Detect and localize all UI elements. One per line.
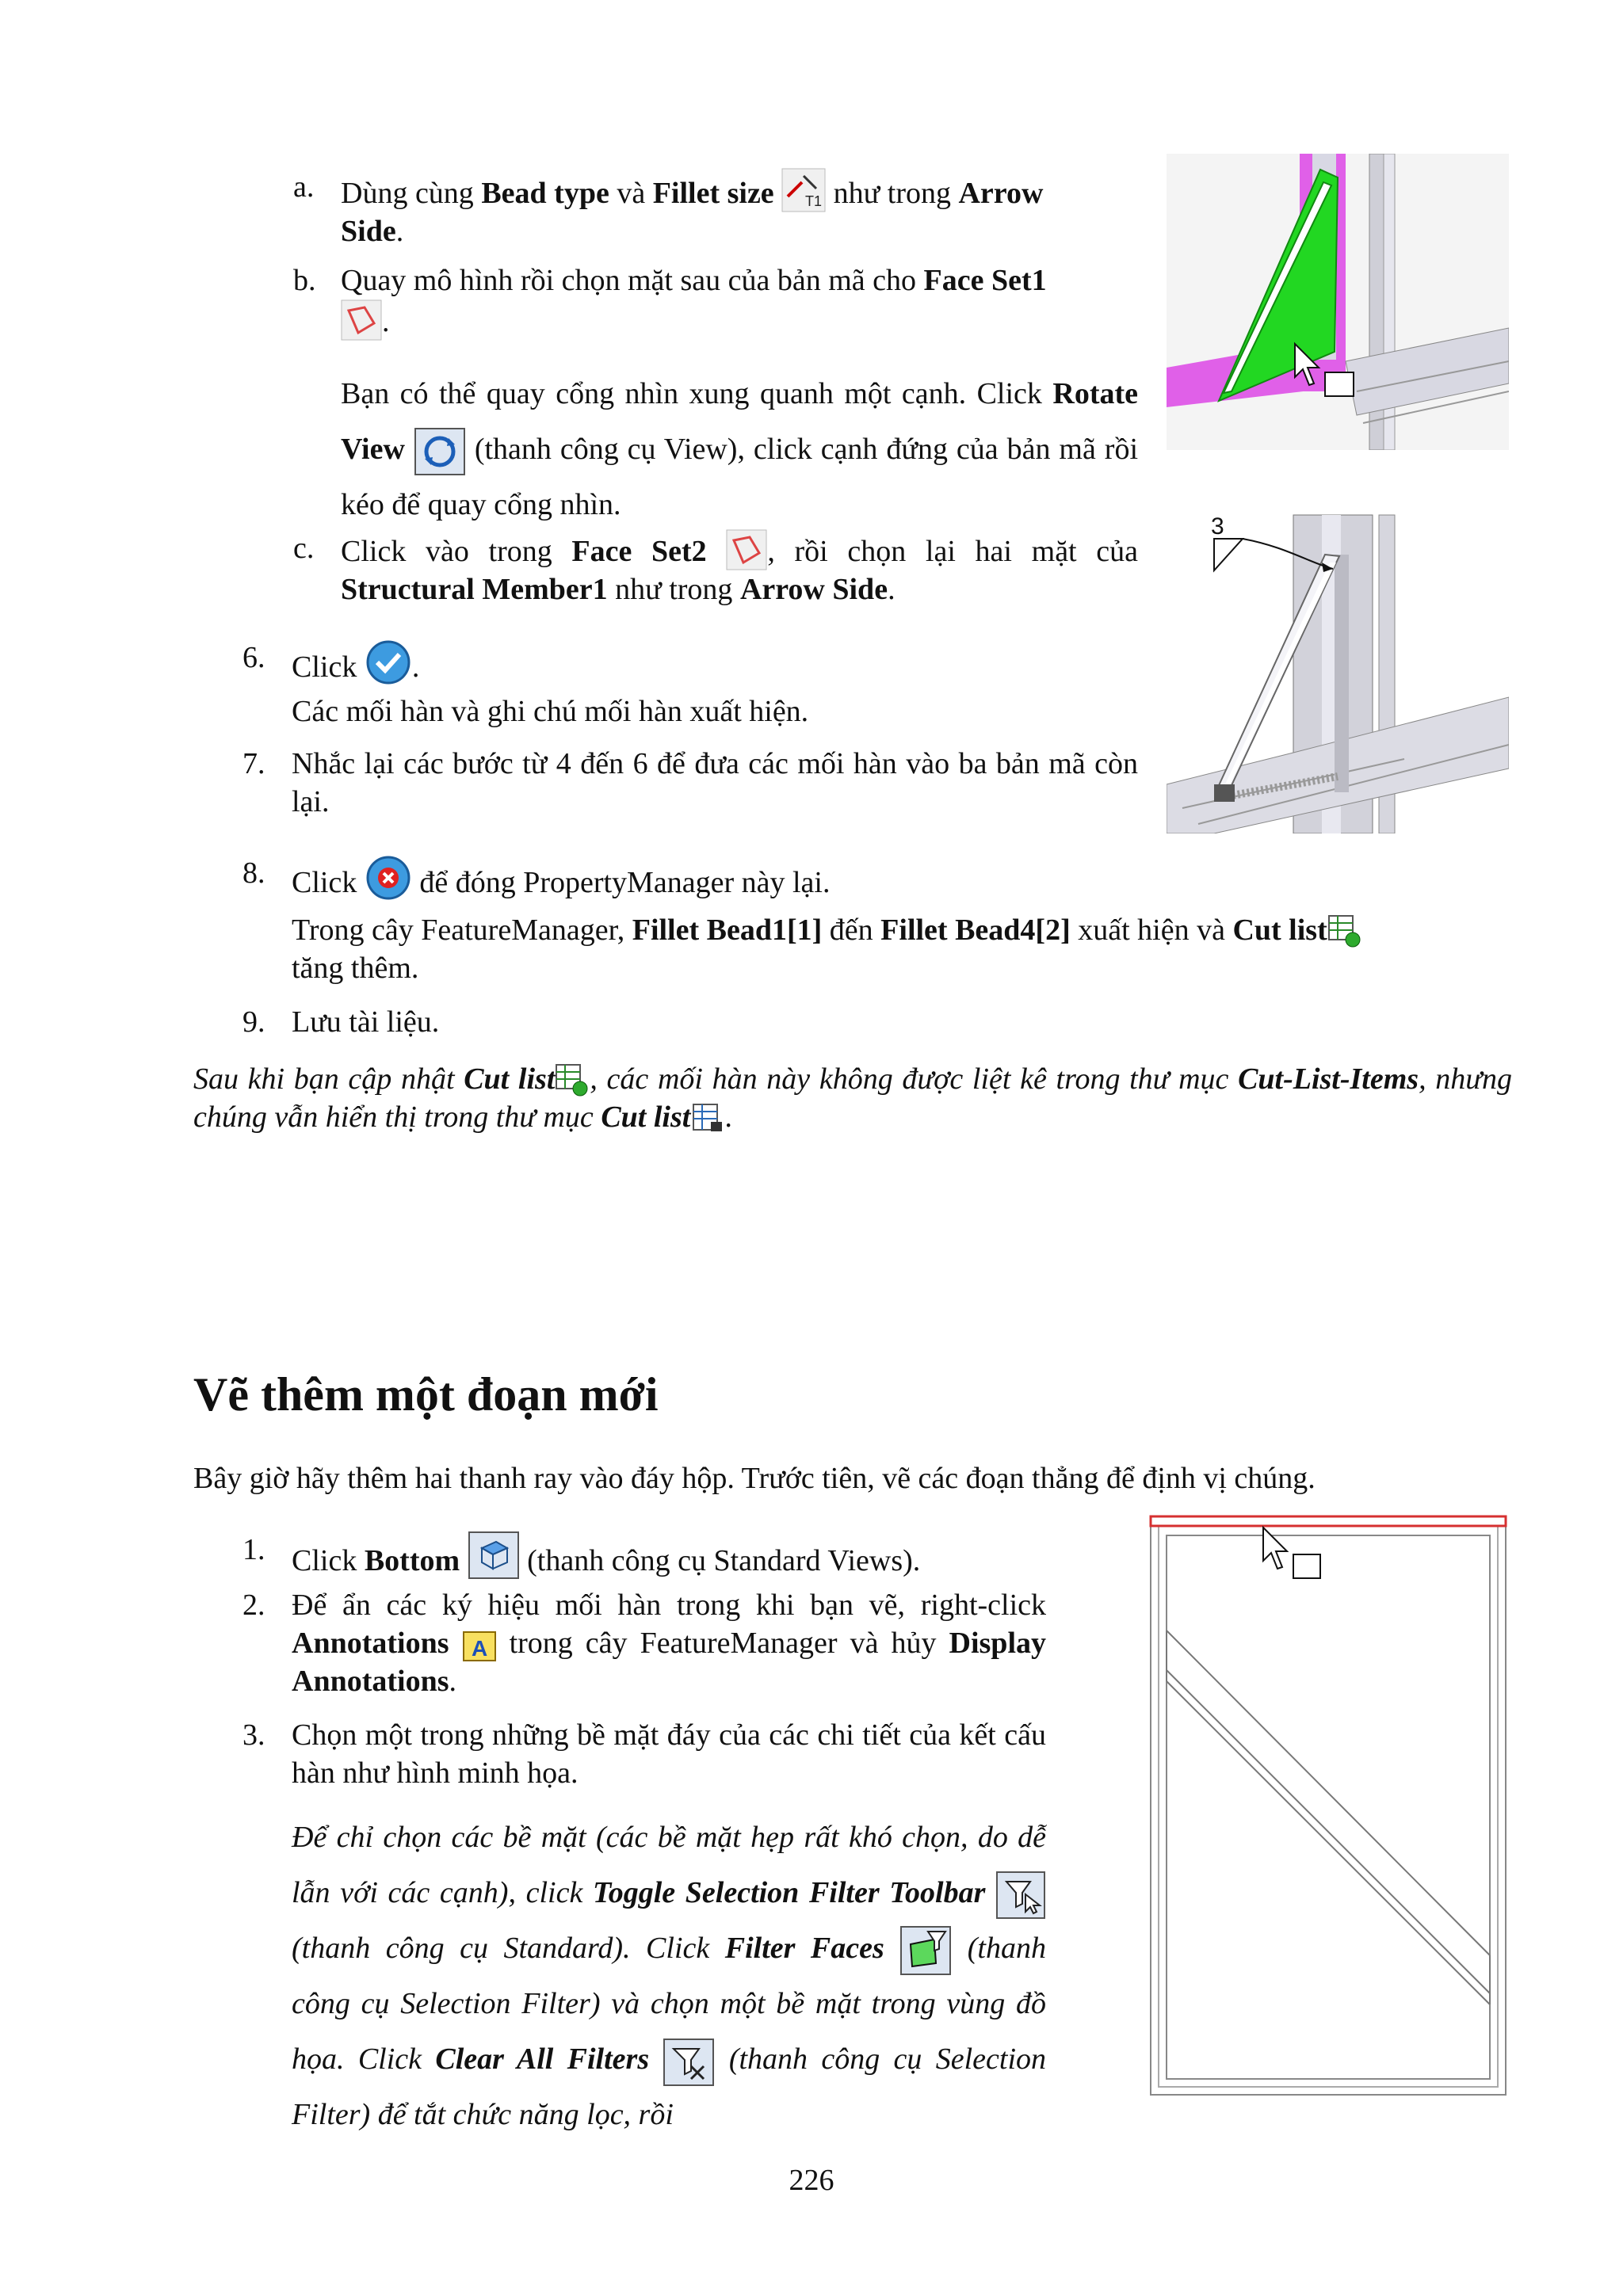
step-a-text: Dùng cùng Bead type và Fillet size T1 như trong Arrow Side. [341, 168, 1138, 250]
bottom-view-icon [468, 1531, 520, 1580]
step-9-text: Lưu tài liệu. [292, 1005, 440, 1039]
step-c-text: Click vào trong Face Set2 , rồi chọn lại hai mặt của Structural Member1 như trong Arrow Side. [341, 529, 1138, 608]
step-a-number: a. [293, 170, 315, 204]
step-7-text: Nhắc lại các bước từ 4 đến 6 để đưa các mối hàn vào ba bản mã còn lại. [292, 747, 1138, 818]
cut-list-icon [555, 1063, 590, 1098]
rotate-view-icon [414, 427, 466, 476]
s2-step-3-text: Chọn một trong những bề mặt đáy của các chi tiết của kết cấu hàn như hình minh họa. [292, 1718, 1046, 1790]
step-b-number: b. [293, 264, 316, 297]
step-7-number: 7. [242, 747, 265, 780]
svg-text:T1: T1 [805, 193, 823, 209]
s2-step-3-note: Để chỉ chọn các bề mặt (các bề mặt hẹp rất khó chọn, do dễ lẫn với các cạnh), click Toggle Selection Filter Toolbar (thanh công cụ Standard). Click Filter Faces (thanh công cụ Selection Filter) và chọn một bề mặt trong vùng đồ họa. Click Clear All Filters (thanh công cụ Selection Filter) để tắt chức năng lọc, rồi [292, 1821, 1047, 2132]
step-b-note: Bạn có thể quay cổng nhìn xung quanh một cạnh. Click Rotate View (thanh công cụ View), click cạnh đứng của bản mã rồi kéo để quay cổng nhìn. [341, 377, 1139, 521]
fillet-bead-figure [1167, 507, 1509, 833]
section-intro: Bây giờ hãy thêm hai thanh ray vào đáy hộp. Trước tiên, vẽ các đoạn thẳng để định vị chúng. [193, 1462, 1316, 1495]
face-set-icon [341, 299, 382, 341]
s2-step-1-number: 1. [242, 1533, 265, 1566]
step-9-number: 9. [242, 1005, 265, 1039]
section-heading: Vẽ thêm một đoạn mới [193, 1368, 659, 1421]
step-6-number: 6. [242, 641, 265, 674]
fillet-size-icon [781, 168, 826, 212]
weld-size-label: 3 [1211, 513, 1224, 540]
step-6-note: Các mối hàn và ghi chú mối hàn xuất hiện. [292, 695, 809, 728]
step-6-text: Click . [292, 639, 419, 686]
cancel-x-icon [365, 854, 412, 902]
cut-list-note: Sau khi bạn cập nhật Cut list , các mối hàn này không được liệt kê trong thư mục Cut-List-Items, nhưng chúng vẫn hiển thị trong thư mục Cut list . [193, 1060, 1512, 1136]
face-set-icon [726, 529, 767, 570]
step-b-text: Quay mô hình rồi chọn mặt sau của bản mã cho Face Set1 . [341, 261, 1138, 341]
svg-text:A: A [471, 1636, 487, 1661]
page-number: 226 [789, 2164, 834, 2197]
cut-list-folder-icon [690, 1101, 725, 1136]
toggle-selection-filter-icon [995, 1871, 1046, 1920]
clear-all-filters-icon [663, 2038, 715, 2087]
s2-step-1-text: Click Bottom (thanh công cụ Standard Views). [292, 1531, 920, 1580]
s2-step-2-text: Để ẩn các ký hiệu mối hàn trong khi bạn vẽ, right-click Annotations A trong cây FeatureManager và hủy Display Annotations. [292, 1589, 1046, 1698]
filter-faces-icon [899, 1925, 952, 1976]
s2-step-2-number: 2. [242, 1589, 265, 1622]
bottom-view-frame-figure [1148, 1512, 1509, 2098]
step-8-number: 8. [242, 856, 265, 890]
s2-step-3-number: 3. [242, 1718, 265, 1752]
step-c-number: c. [293, 532, 315, 565]
weld-face-selection-figure [1167, 154, 1509, 450]
cut-list-icon [1327, 914, 1362, 949]
ok-checkmark-icon [365, 639, 412, 686]
annotations-icon [462, 1630, 497, 1662]
step-8-note: Trong cây FeatureManager, Fillet Bead1[1] đến Fillet Bead4[2] xuất hiện và Cut list tăng thêm. [292, 911, 1512, 987]
step-8-text: Click để đóng PropertyManager này lại. [292, 854, 830, 902]
